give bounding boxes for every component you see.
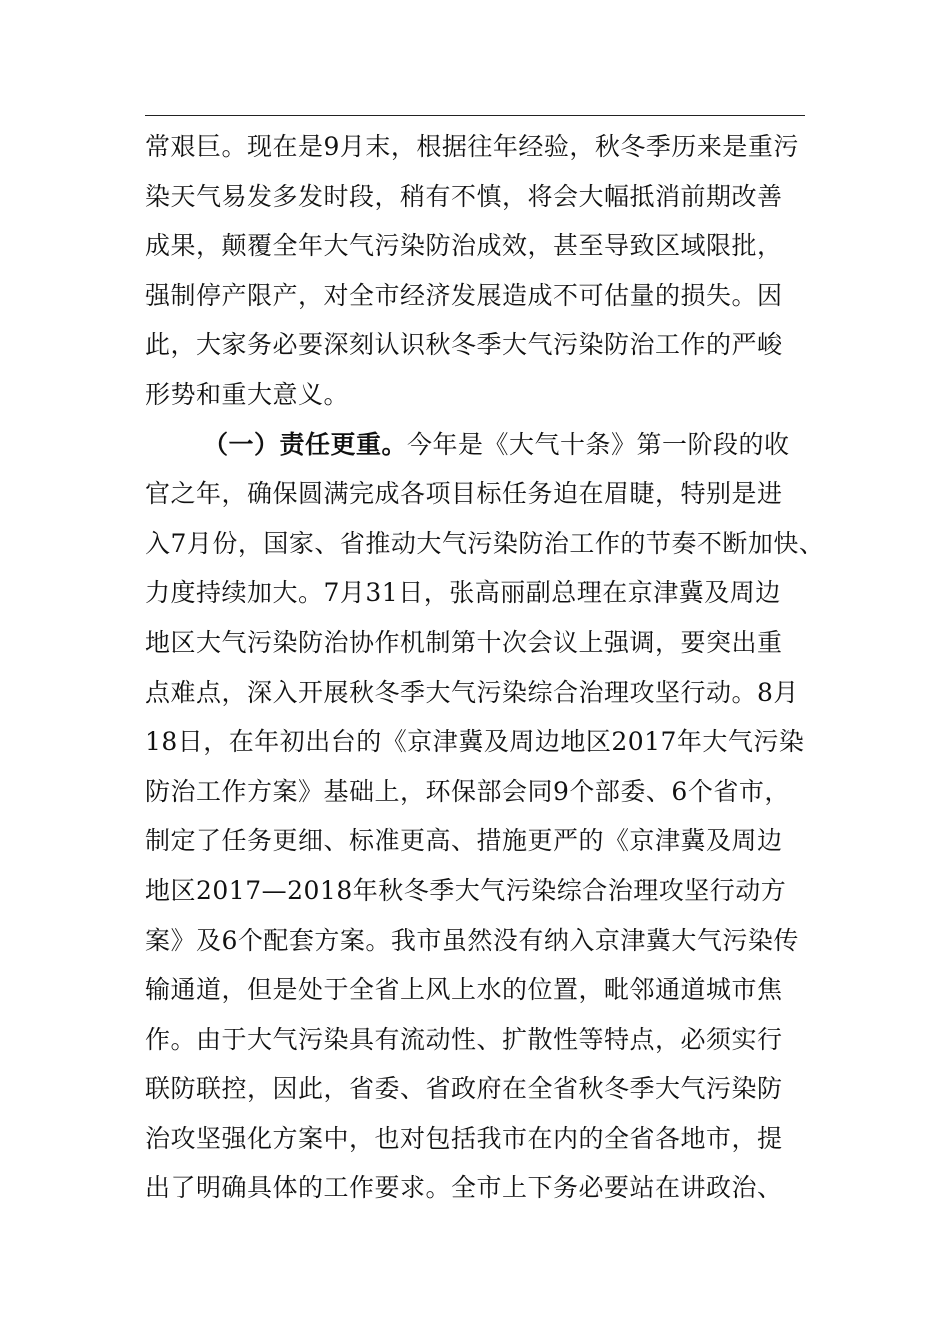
paragraph-line: 染天气易发多发时段，稍有不慎，将会大幅抵消前期改善 xyxy=(145,181,783,211)
section-first-line xyxy=(145,420,845,470)
header-rule xyxy=(145,115,805,116)
section-line: 地区2017—2018年秋冬季大气污染综合治理攻坚行动方 xyxy=(145,875,787,905)
section-line: 地区大气污染防治协作机制第十次会议上强调，要突出重 xyxy=(145,627,783,657)
section-line: 联防联控，因此，省委、省政府在全省秋冬季大气污染防 xyxy=(145,1074,783,1104)
section-line: 官之年，确保圆满完成各项目标任务迫在眉睫，特别是进 xyxy=(145,479,783,509)
section-line: 入7月份，国家、省推动大气污染防治工作的节奏不断加快、 xyxy=(145,528,825,558)
paragraph-line: 形势和重大意义。 xyxy=(145,379,350,409)
section-line: 输通道，但是处于全省上风上水的位置，毗邻通道城市焦 xyxy=(145,975,783,1005)
paragraph-line: 强制停产限产，对全市经济发展造成不可估量的损失。因 xyxy=(145,280,783,310)
section-line: 出了明确具体的工作要求。全市上下务必要站在讲政治、 xyxy=(145,1173,783,1203)
section-line: 防治工作方案》基础上，环保部会同9个部委、6个省市， xyxy=(145,776,790,806)
section-line: 18日，在年初出台的《京津冀及周边地区2017年大气污染 xyxy=(145,727,805,757)
section-line: 点难点，深入开展秋冬季大气污染综合治理攻坚行动。8月 xyxy=(145,677,799,707)
paragraph-line: 常艰巨。现在是9月末，根据往年经验，秋冬季历来是重污 xyxy=(145,132,799,161)
section-heading: （一）责任更重。 xyxy=(203,429,408,459)
section-line: 制定了任务更细、标准更高、措施更严的《京津冀及周边 xyxy=(145,826,783,856)
document-body xyxy=(145,122,845,1213)
paragraph-line: 成果，颠覆全年大气污染防治成效，甚至导致区域限批， xyxy=(145,231,783,261)
section-line: 治攻坚强化方案中，也对包括我市在内的全省各地市，提 xyxy=(145,1123,783,1153)
section-first-line-text: 今年是《大气十条》第一阶段的收 xyxy=(407,429,790,459)
section-line: 案》及6个配套方案。我市虽然没有纳入京津冀大气污染传 xyxy=(145,925,799,955)
section-line: 力度持续加大。7月31日，张高丽副总理在京津冀及周边 xyxy=(145,578,781,608)
paragraph-line: 此，大家务必要深刻认识秋冬季大气污染防治工作的严峻 xyxy=(145,330,783,360)
section-line: 作。由于大气污染具有流动性、扩散性等特点，必须实行 xyxy=(145,1024,783,1054)
